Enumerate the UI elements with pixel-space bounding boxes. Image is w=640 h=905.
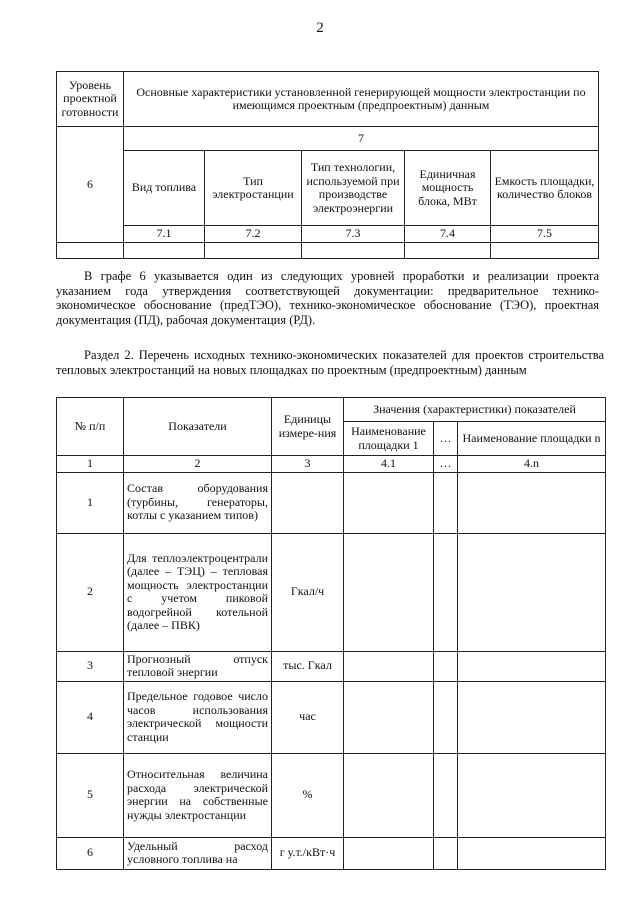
index-4-1: 4.1: [344, 456, 434, 473]
num-7-4: 7.4: [405, 226, 491, 243]
index-4-n: 4.n: [458, 456, 606, 473]
table-row: [57, 681, 606, 753]
table-row: [57, 472, 606, 533]
col-site-capacity: Емкость площадки, количество блоков: [491, 151, 599, 226]
empty-cell: [344, 651, 434, 681]
index-dots: …: [434, 456, 458, 473]
empty-cell: [57, 242, 124, 258]
empty-cell: [344, 472, 434, 533]
empty-cell: [344, 753, 434, 837]
indicators-table: [56, 397, 606, 870]
empty-cell: [458, 472, 606, 533]
empty-cell: [458, 533, 606, 651]
empty-cell: [458, 681, 606, 753]
empty-cell: [434, 681, 458, 753]
empty-cell: [344, 837, 434, 869]
row-unit: тыс. Гкал: [272, 651, 344, 681]
row-indicator: Прогнозный отпуск тепловой энергии: [124, 651, 272, 681]
section-2-title: Раздел 2. Перечень исходных технико-экономических показателей для проектов строительства тепловых электростанций на новых площадках по проектным (предпроектным) данным: [56, 348, 604, 377]
row-number: 2: [57, 533, 124, 651]
num-7-3: 7.3: [302, 226, 405, 243]
row-number: 5: [57, 753, 124, 837]
table-row: [57, 837, 606, 869]
index-2: 2: [124, 456, 272, 473]
row-number: 4: [57, 681, 124, 753]
row-unit: [272, 472, 344, 533]
table-row: [57, 533, 606, 651]
row-unit: г у.т./кВт·ч: [272, 837, 344, 869]
row-indicator: Предельное годовое число часов использования электрической мощности станции: [124, 681, 272, 753]
level-number: 6: [57, 127, 124, 243]
empty-cell: [458, 753, 606, 837]
row-indicator: Относительная величина расхода электрической энергии на собственные нужды электростанции: [124, 753, 272, 837]
header-units: Единицы измере-ния: [272, 398, 344, 456]
row-unit: час: [272, 681, 344, 753]
num-7-2: 7.2: [205, 226, 302, 243]
empty-cell: [458, 837, 606, 869]
header-site-1: Наименование площадки 1: [344, 422, 434, 456]
empty-cell: [434, 753, 458, 837]
empty-cell: [344, 681, 434, 753]
row-indicator: Состав оборудования (турбины, генераторы, котлы с указанием типов): [124, 472, 272, 533]
empty-cell: [124, 242, 205, 258]
empty-cell: [434, 837, 458, 869]
paragraph-level-description: В графе 6 указывается один из следующих уровней проработки и реализации проекта указанием года утверждения соответствующей документации: предварительное технико-экономическое обоснование (предТЭО), технико-экономическое обоснование (ТЭО), проектная документация (ПД), рабочая документация (РД).: [56, 269, 599, 327]
num-7-1: 7.1: [124, 226, 205, 243]
index-3: 3: [272, 456, 344, 473]
empty-cell: [302, 242, 405, 258]
col-plant-type: Тип электростанции: [205, 151, 302, 226]
header-values: Значения (характеристики) показателей: [344, 398, 606, 422]
row-indicator: Удельный расход условного топлива на: [124, 837, 272, 869]
table-row: [57, 651, 606, 681]
main-header: Основные характеристики установленной генерирующей мощности электростанции по имеющимся проектным (предпроектным) данным: [124, 72, 599, 127]
empty-cell: [491, 242, 599, 258]
group-number: 7: [124, 127, 599, 151]
empty-cell: [434, 472, 458, 533]
index-1: 1: [57, 456, 124, 473]
row-number: 6: [57, 837, 124, 869]
header-dots: …: [434, 422, 458, 456]
level-header: Уровень проектной готовности: [57, 72, 124, 127]
num-7-5: 7.5: [491, 226, 599, 243]
header-indicators: Показатели: [124, 398, 272, 456]
header-site-n: Наименование площадки n: [458, 422, 606, 456]
empty-cell: [434, 651, 458, 681]
empty-cell: [344, 533, 434, 651]
row-indicator: Для теплоэлектроцентрали (далее – ТЭЦ) – тепловая мощность электростанции с учетом пиковой водогрейной котельной (далее – ПВК): [124, 533, 272, 651]
empty-cell: [434, 533, 458, 651]
header-number: № п/п: [57, 398, 124, 456]
row-number: 1: [57, 472, 124, 533]
row-unit: Гкал/ч: [272, 533, 344, 651]
row-unit: %: [272, 753, 344, 837]
empty-cell: [205, 242, 302, 258]
col-fuel-type: Вид топлива: [124, 151, 205, 226]
table-row: [57, 753, 606, 837]
capacity-table: [56, 71, 599, 259]
col-technology-type: Тип технологии, используемой при производстве электроэнергии: [302, 151, 405, 226]
empty-cell: [405, 242, 491, 258]
empty-cell: [458, 651, 606, 681]
col-unit-power: Единичная мощность блока, МВт: [405, 151, 491, 226]
row-number: 3: [57, 651, 124, 681]
page-number: 2: [316, 20, 324, 36]
